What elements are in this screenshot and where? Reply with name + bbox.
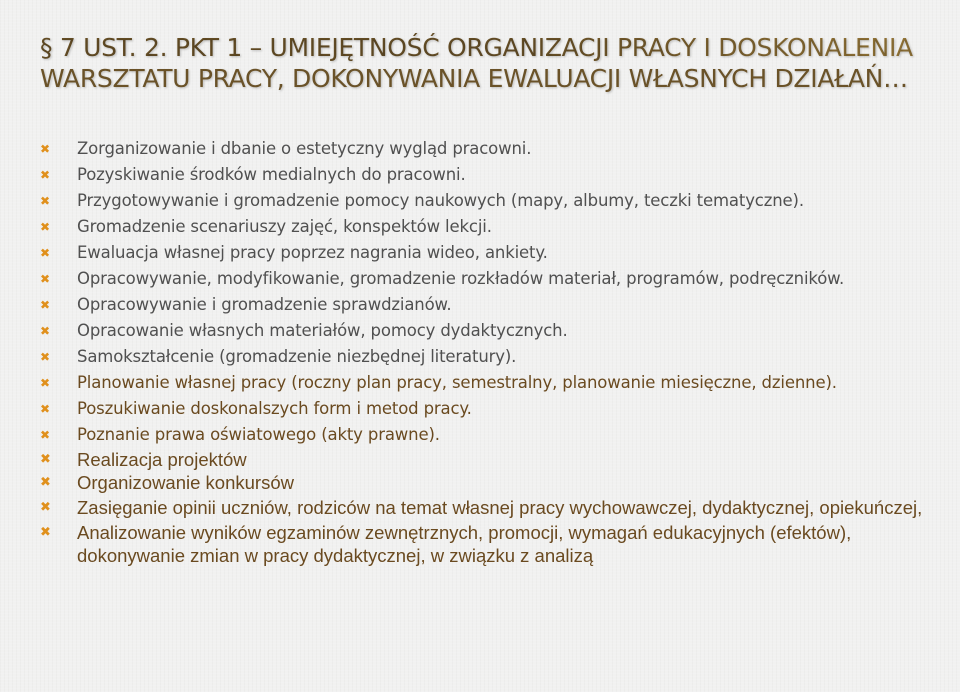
cross-bullet-icon: ✖ <box>40 168 50 182</box>
cross-bullet-icon: ✖ <box>40 298 50 312</box>
list-item <box>40 214 935 240</box>
list-item-text: Ewaluacja własnej pracy poprzez nagrania wideo, ankiety. <box>77 243 548 262</box>
list-item <box>40 292 935 318</box>
cross-bullet-icon: ✖ <box>40 500 51 515</box>
cross-bullet-icon: ✖ <box>40 142 50 156</box>
list-item-text: Zasięganie opinii uczniów, rodziców na temat własnej pracy wychowawczej, dydaktycznej, opiekuńczej, <box>77 497 923 518</box>
list-item-text: Poznanie prawa oświatowego (akty prawne). <box>77 425 440 444</box>
slide-title <box>40 32 940 94</box>
list-item-text: Poszukiwanie doskonalszych form i metod pracy. <box>77 399 472 418</box>
cross-bullet-icon: ✖ <box>40 376 50 390</box>
list-item <box>40 240 935 266</box>
list-item <box>40 136 935 162</box>
cross-bullet-icon: ✖ <box>40 350 50 364</box>
list-item-text: Przygotowywanie i gromadzenie pomocy naukowych (mapy, albumy, teczki tematyczne). <box>77 191 804 210</box>
cross-bullet-icon: ✖ <box>40 324 50 338</box>
cross-bullet-icon: ✖ <box>40 475 51 490</box>
list-item-text: Samokształcenie (gromadzenie niezbędnej literatury). <box>77 347 517 366</box>
list-item <box>40 422 935 448</box>
cross-bullet-icon: ✖ <box>40 428 50 442</box>
cross-bullet-icon: ✖ <box>40 220 50 234</box>
list-item <box>40 521 935 567</box>
cross-bullet-icon: ✖ <box>40 194 50 208</box>
list-item <box>40 318 935 344</box>
bullet-group-1 <box>40 136 935 448</box>
list-item-text: Opracowanie własnych materiałów, pomocy dydaktycznych. <box>77 321 568 340</box>
list-item <box>40 188 935 214</box>
cross-bullet-icon: ✖ <box>40 452 51 467</box>
cross-bullet-icon: ✖ <box>40 272 50 286</box>
list-item-text: Gromadzenie scenariuszy zajęć, konspektów lekcji. <box>77 217 492 236</box>
title-text-2: WARSZTATU PRACY, DOKONYWANIA EWALUACJI WŁASNYCH DZIAŁAŃ… <box>40 64 908 93</box>
cross-bullet-icon: ✖ <box>40 246 50 260</box>
title-line-2 <box>40 63 940 94</box>
list-item-text: Organizowanie konkursów <box>77 472 294 493</box>
list-item-text: Opracowywanie i gromadzenie sprawdzianów. <box>77 295 452 314</box>
bullet-group-2 <box>40 448 935 567</box>
list-item <box>40 344 935 370</box>
title-line-1 <box>40 32 940 63</box>
title-text-1: § 7 UST. 2. PKT 1 – UMIEJĘTNOŚĆ ORGANIZACJI PRACY I DOSKONALENIA <box>40 33 913 62</box>
list-item-text: Pozyskiwanie środków medialnych do pracowni. <box>77 165 466 184</box>
list-item <box>40 370 935 396</box>
list-item <box>40 496 935 519</box>
list-item <box>40 266 935 292</box>
list-item <box>40 471 935 494</box>
list-item-text: Analizowanie wyników egzaminów zewnętrznych, promocji, wymagań edukacyjnych (efektów), dokonywanie zmian w pracy dydaktycznej, w związku z analizą <box>77 522 852 566</box>
list-item-text: Planowanie własnej pracy (roczny plan pracy, semestralny, planowanie miesięczne, dzienne). <box>77 373 837 392</box>
list-item-text: Opracowywanie, modyfikowanie, gromadzenie rozkładów materiał, programów, podręczników. <box>77 269 845 288</box>
list-item <box>40 162 935 188</box>
list-item <box>40 396 935 422</box>
cross-bullet-icon: ✖ <box>40 402 50 416</box>
bullet-list <box>40 136 935 567</box>
list-item-text: Zorganizowanie i dbanie o estetyczny wygląd pracowni. <box>77 139 532 158</box>
cross-bullet-icon: ✖ <box>40 525 51 540</box>
list-item <box>40 448 935 471</box>
list-item-text: Realizacja projektów <box>77 449 247 470</box>
